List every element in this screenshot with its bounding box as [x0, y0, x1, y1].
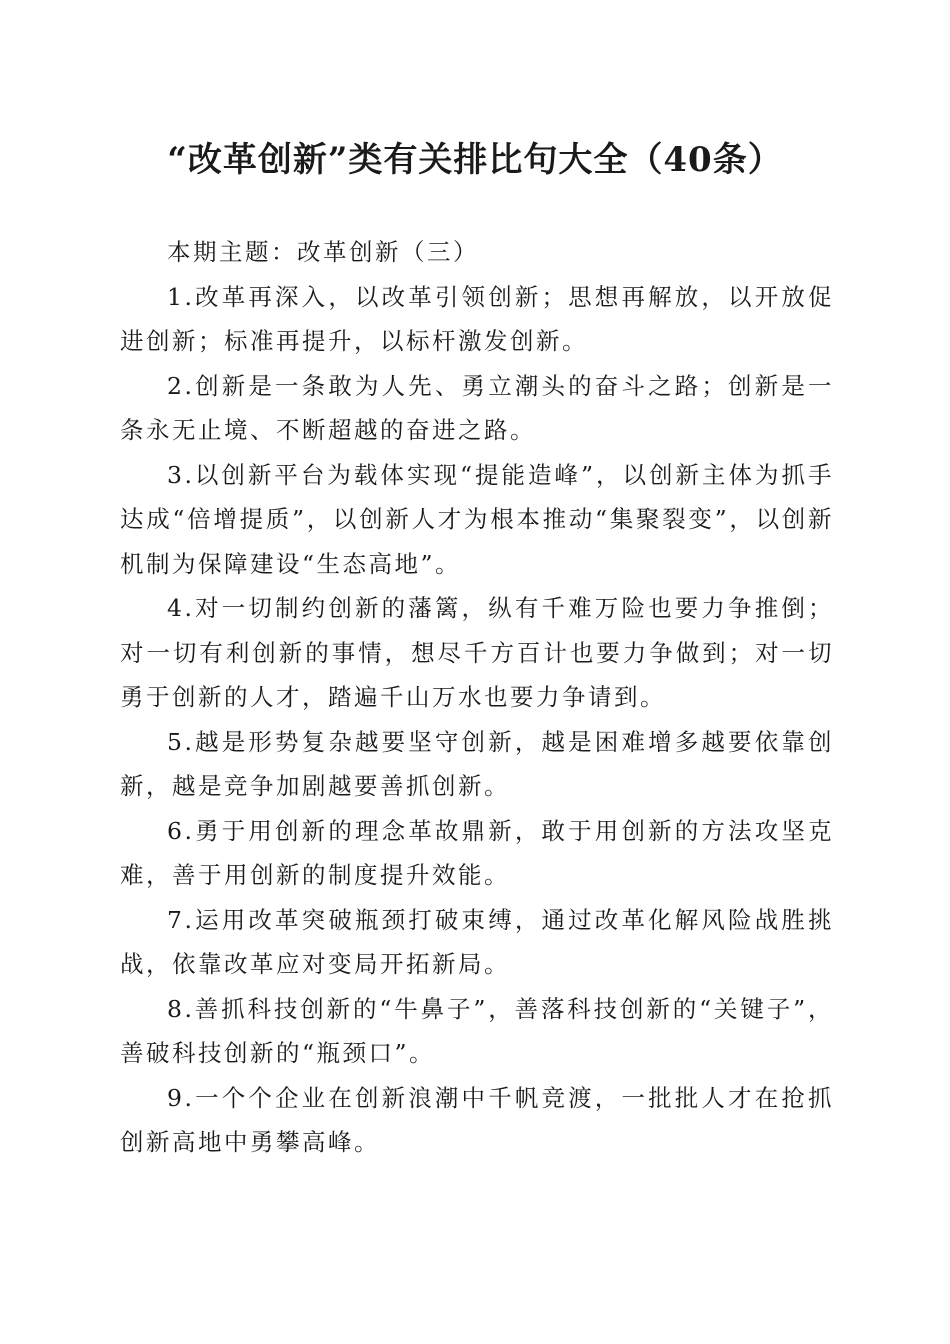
- document-title: “改革创新”类有关排比句大全（40条）: [167, 140, 783, 180]
- list-item: 7.运用改革突破瓶颈打破束缚，通过改革化解风险战胜挑战，依靠改革应对变局开拓新局。: [120, 905, 834, 978]
- document-body: [120, 230, 834, 1165]
- list-item: 1.改革再深入，以改革引领创新；思想再解放，以开放促进创新；标准再提升，以标杆激发创新。: [120, 282, 834, 355]
- list-item: 3.以创新平台为载体实现“提能造峰”，以创新主体为抓手达成“倍增提质”，以创新人才为根本推动“集聚裂变”，以创新机制为保障建设“生态高地”。: [120, 460, 834, 578]
- list-item: 4.对一切制约创新的藩篱，纵有千难万险也要力争推倒；对一切有利创新的事情，想尽千方百计也要力争做到；对一切勇于创新的人才，踏遍千山万水也要力争请到。: [120, 594, 834, 711]
- list-item: 5.越是形势复杂越要坚守创新，越是困难增多越要依靠创新，越是竞争加剧越要善抓创新。: [120, 727, 834, 800]
- list-item: 8.善抓科技创新的“牛鼻子”，善落科技创新的“关键子”，善破科技创新的“瓶颈口”。: [120, 994, 834, 1067]
- list-item: 9.一个个企业在创新浪潮中千帆竞渡，一批批人才在抢抓创新高地中勇攀高峰。: [120, 1083, 834, 1156]
- list-item: 2.创新是一条敢为人先、勇立潮头的奋斗之路；创新是一条永无止境、不断超越的奋进之路。: [120, 371, 834, 444]
- topic-line: 本期主题：改革创新（三）: [167, 238, 479, 266]
- list-item: 6.勇于用创新的理念革故鼎新，敢于用创新的方法攻坚克难，善于用创新的制度提升效能。: [120, 816, 834, 889]
